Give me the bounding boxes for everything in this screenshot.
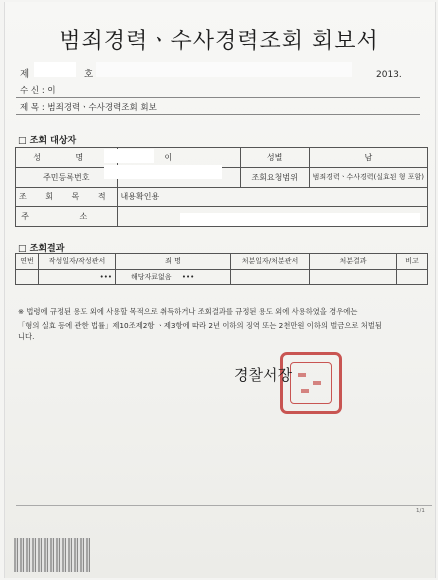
col-remarks: 비고: [397, 254, 428, 270]
document-title: 범죄경력ㆍ수사경력조회 회보서: [59, 29, 379, 54]
page-number: 1/1: [416, 508, 425, 514]
signature-text: 경찰서장: [234, 366, 292, 384]
notice-line-1: ※ 법령에 규정된 용도 외에 사용할 목적으로 취득하거나 조회결과를 규정된 용도 외에 사용하였을 경우에는: [18, 307, 358, 316]
result-table: [15, 253, 428, 285]
result-remarks: [397, 269, 428, 285]
address-label: 주 소: [16, 207, 118, 227]
redacted-address: [180, 213, 420, 226]
scope-value: 범죄경력ㆍ수사경력(실효된 형 포함): [309, 167, 427, 187]
subject-line: 제 목 : 범죄경력ㆍ수사경력조회 회보: [20, 103, 157, 113]
number-prefix: 제: [20, 69, 30, 80]
subject-divider: [16, 114, 420, 115]
header-divider: [16, 97, 420, 98]
redacted-header-area: [96, 62, 352, 77]
result-serial: [16, 269, 39, 285]
scope-label: 조회요청범위: [240, 167, 309, 187]
gender-value: 남: [309, 148, 427, 168]
col-disposition-result: 처분결과: [310, 254, 397, 270]
recipient-line: 수 신 : 이: [20, 86, 56, 96]
result-disposition-date: [231, 269, 310, 285]
notice-line-3: 니다.: [18, 332, 35, 341]
col-disposition-date: 처분일자/처분관서: [231, 254, 310, 270]
purpose-label: 조 회 목 적: [16, 187, 118, 207]
footer-divider: [16, 505, 432, 506]
notice-line-2: 「형의 실효 등에 관한 법률」제10조제2항 ㆍ제3항에 따라 2년 이하의 징역 또는 2천만원 이하의 벌금으로 처벌됨: [18, 321, 382, 330]
result-mark-right: •••: [181, 272, 195, 281]
gender-label: 성별: [240, 148, 309, 168]
name-label: 성 명: [16, 148, 118, 168]
redacted-rrn: [104, 165, 222, 179]
col-written: 작성일자/작성관서: [39, 254, 116, 270]
redacted-number: [34, 62, 76, 77]
result-disposition-result: [310, 269, 397, 285]
redacted-name: [104, 149, 154, 163]
result-charge-cell: [116, 269, 231, 285]
result-mark-left: •••: [39, 269, 116, 285]
purpose-value: 내용확인용: [117, 187, 427, 207]
issue-date: 2013.: [376, 70, 402, 80]
document-paper: [4, 2, 436, 578]
barcode: [14, 538, 90, 572]
number-suffix: 호: [84, 69, 94, 80]
result-section-heading: □ 조회결과: [18, 244, 65, 254]
rrn-label: 주민등록번호: [16, 167, 118, 187]
col-serial: 연번: [16, 254, 39, 270]
result-charge: 해당자료없음: [131, 272, 172, 281]
target-section-heading: □ 조회 대상자: [18, 136, 77, 146]
col-charge: 죄 명: [116, 254, 231, 270]
name-value: 이: [164, 152, 173, 162]
